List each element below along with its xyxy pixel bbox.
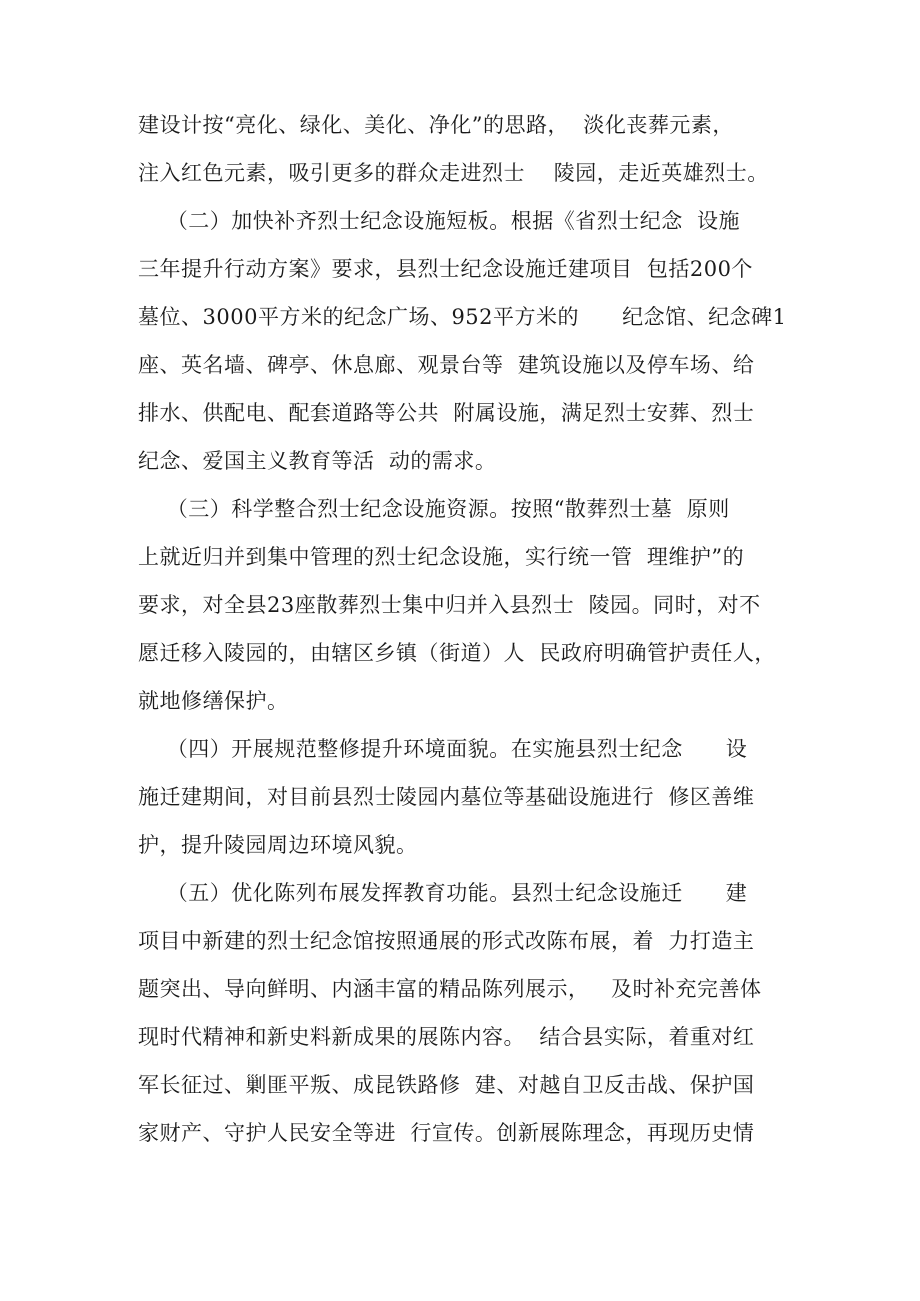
- text-line: （五）优化陈列布展发挥教育功能。县烈士纪念设施迁 建: [138, 881, 748, 905]
- text-line: 纪念、爱国主义教育等活 动的需求。: [138, 449, 497, 473]
- text-line: （四）开展规范整修提升环境面貌。在实施县烈士纪念 设: [138, 737, 748, 761]
- text-line: 座、英名墙、碑亭、休息廊、观景台等 建筑设施以及停车场、给: [138, 353, 755, 377]
- text-line: 军长征过、剿匪平叛、成昆铁路修 建、对越自卫反击战、保护国: [138, 1073, 755, 1097]
- text-line: 三年提升行动方案》要求，县烈士纪念设施迁建项目 包括200个: [138, 257, 753, 281]
- text-line: 排水、供配电、配套道路等公共 附属设施，满足烈士安葬、烈士: [138, 401, 755, 425]
- text-line: 愿迁移入陵园的，由辖区乡镇（街道）人 民政府明确管护责任人，: [138, 641, 776, 665]
- text-line: 要求，对全县23座散葬烈士集中归并入县烈士 陵园。同时，对不: [138, 593, 761, 617]
- text-line: 上就近归并到集中管理的烈士纪念设施，实行统一管 理维护”的: [138, 545, 745, 569]
- text-line: 施迁建期间，对目前县烈士陵园内墓位等基础设施进行 修区善维: [138, 785, 755, 809]
- text-line: 注入红色元素，吸引更多的群众走进烈士 陵园，走近英雄烈士。: [138, 161, 769, 185]
- text-line: 护，提升陵园周边环境风貌。: [138, 833, 418, 857]
- text-line: （三）科学整合烈士纪念设施资源。按照“散葬烈士墓 原则: [138, 497, 730, 521]
- text-line: 题突出、导向鲜明、内涵丰富的精品陈列展示， 及时补充完善体: [138, 977, 762, 1001]
- text-line: 现时代精神和新史料新成果的展陈内容。 结合县实际，着重对红: [138, 1025, 755, 1049]
- text-line: 就地修缮保护。: [138, 689, 289, 713]
- text-line: 家财产、守护人民安全等进 行宣传。创新展陈理念，再现历史情: [138, 1121, 755, 1145]
- text-line: 项目中新建的烈士纪念馆按照通展的形式改陈布展，着 力打造主: [138, 929, 755, 953]
- text-line: （二）加快补齐烈士纪念设施短板。根据《省烈士纪念 设施: [138, 209, 741, 233]
- text-line: 墓位、3000平方米的纪念广场、952平方米的 纪念馆、纪念碑1: [138, 305, 787, 329]
- text-line: 建设计按“亮化、绿化、美化、净化”的思路， 淡化丧葬元素，: [138, 113, 734, 137]
